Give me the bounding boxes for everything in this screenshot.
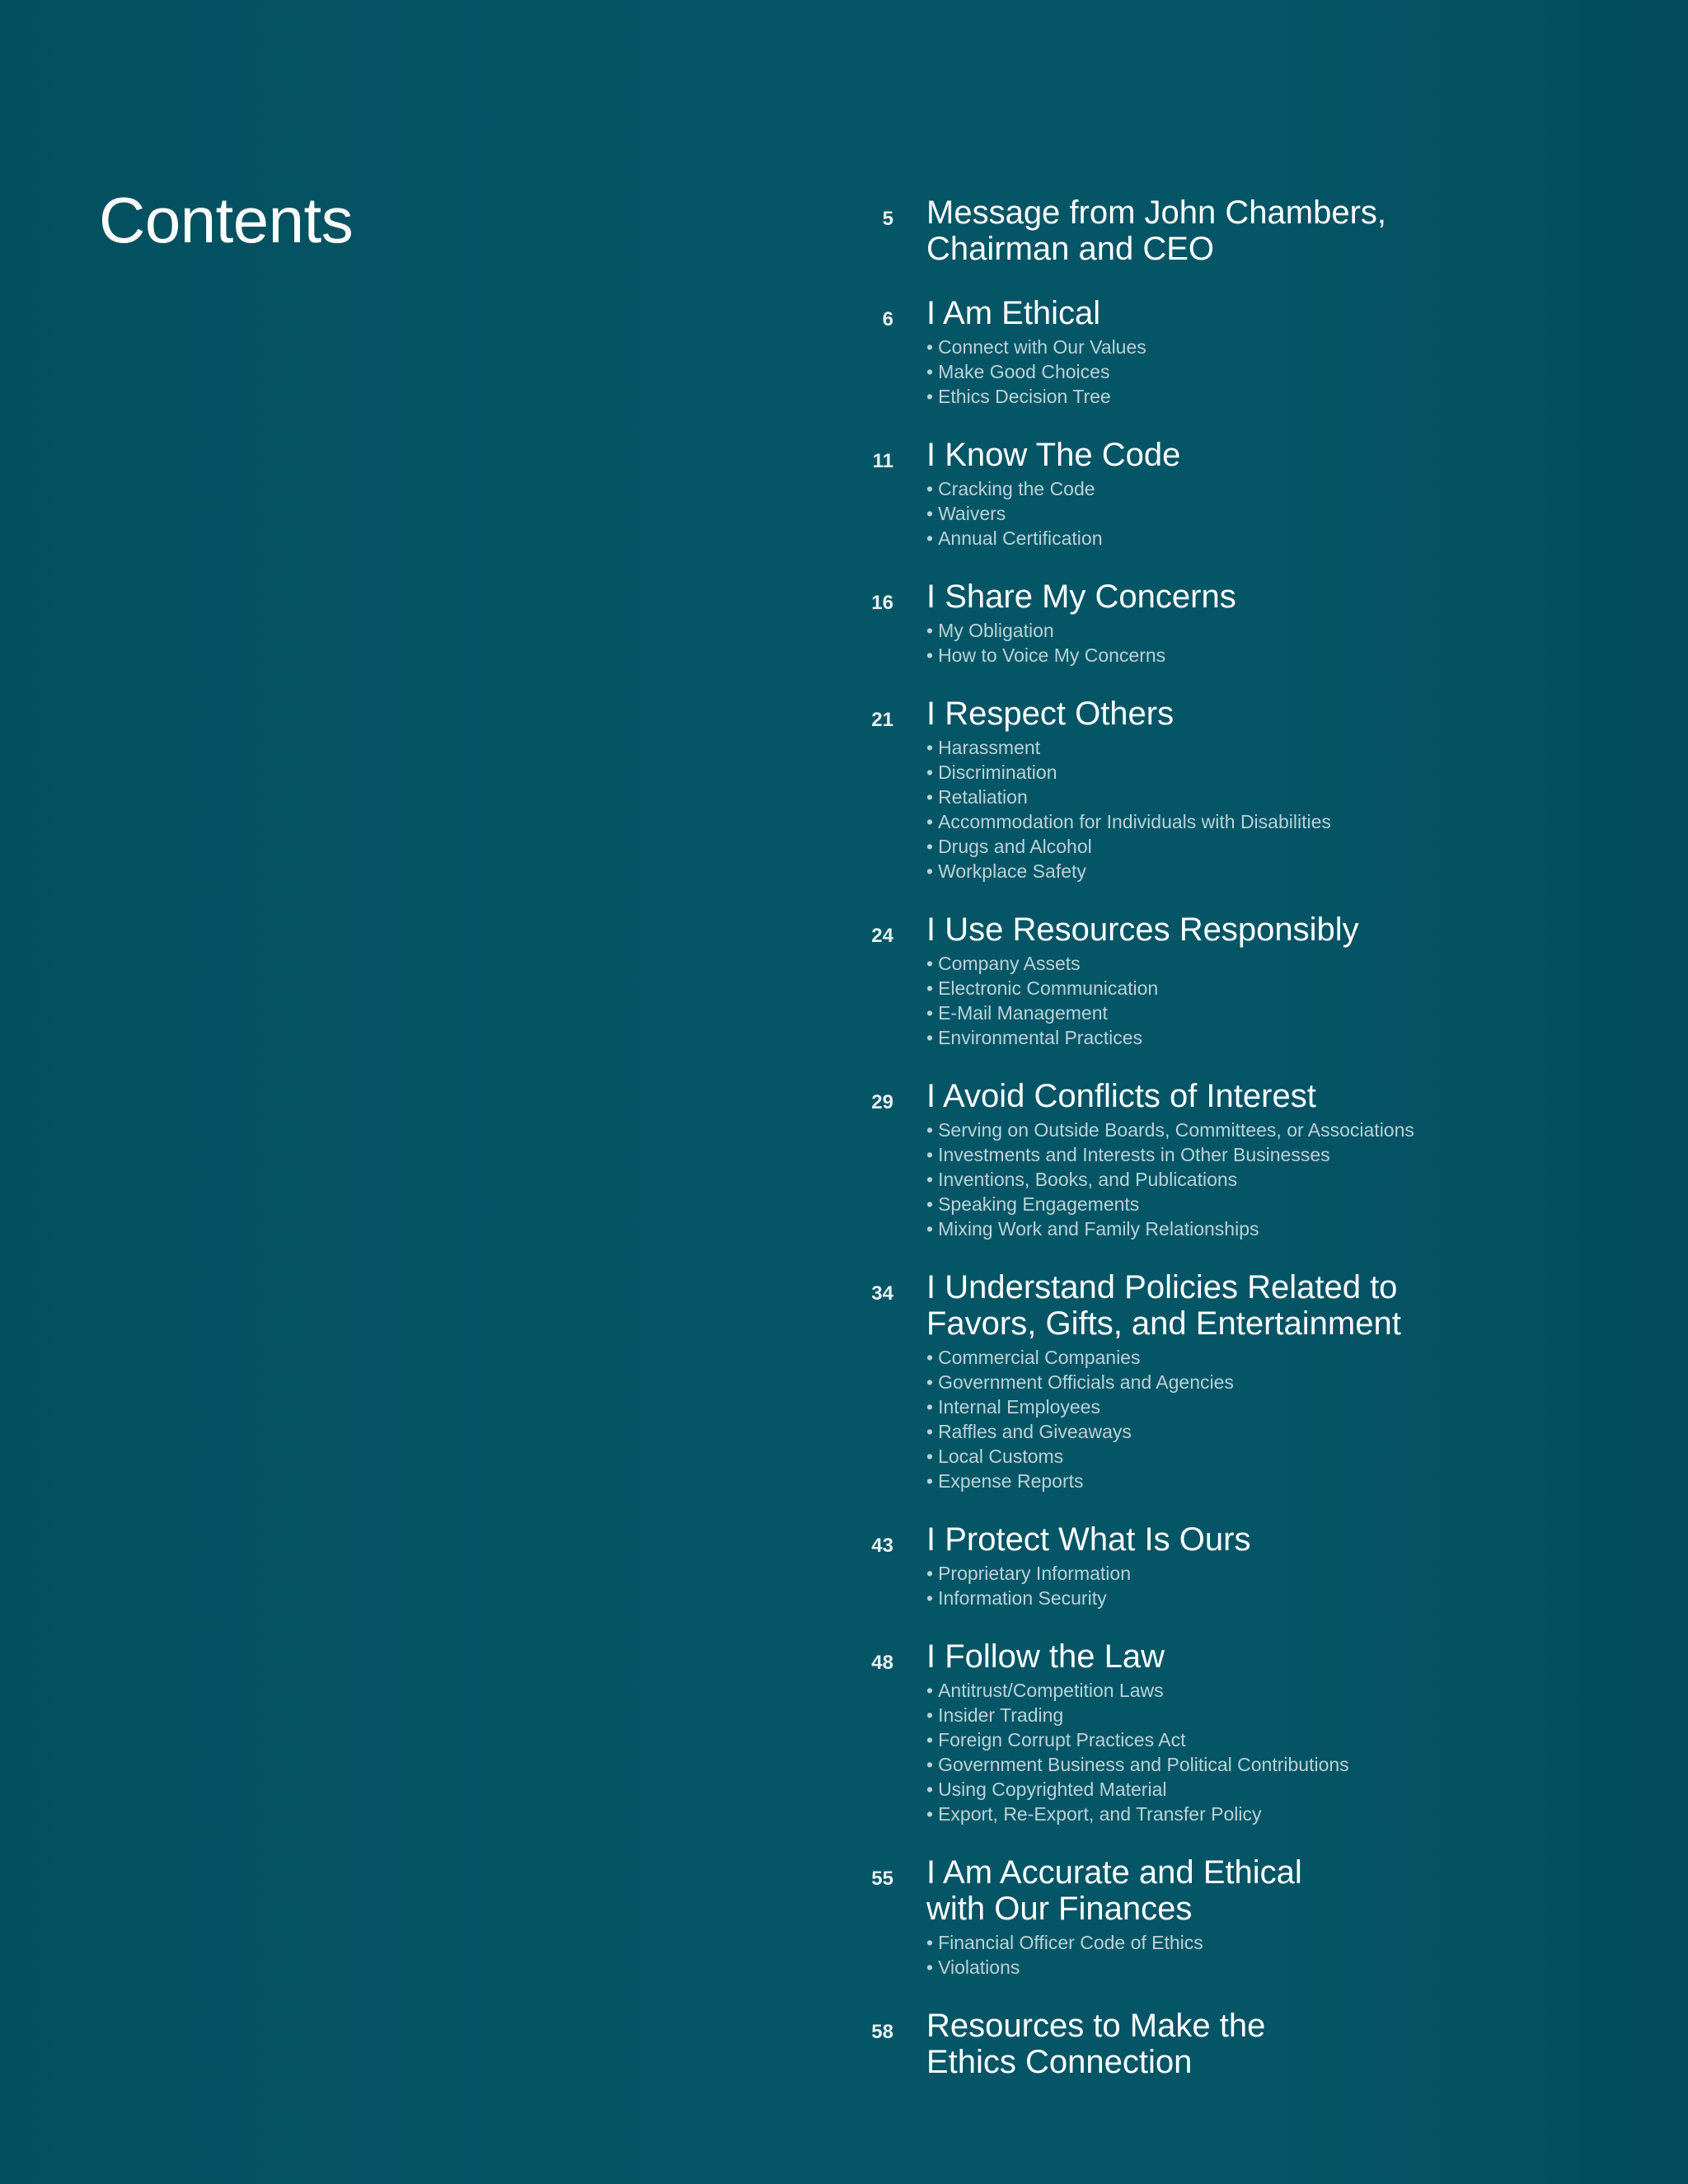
toc-subsection-item[interactable]: [926, 335, 1599, 359]
page-title: Contents: [99, 184, 354, 256]
toc-subsection-list: [926, 1118, 1599, 1241]
toc-subsection-item[interactable]: [926, 1561, 1599, 1586]
bullet-icon: •: [926, 1371, 934, 1393]
toc-subsection-label: Workplace Safety: [938, 860, 1086, 882]
toc-subsection-list: [926, 735, 1599, 883]
toc-page-number: 21: [871, 709, 893, 731]
toc-subsection-list: [926, 951, 1599, 1050]
toc-subsection-item[interactable]: [926, 1727, 1599, 1752]
bullet-icon: •: [926, 644, 934, 666]
toc-section: [857, 1521, 1599, 1610]
bullet-icon: •: [926, 1169, 934, 1190]
bullet-icon: •: [926, 1754, 934, 1775]
bullet-icon: •: [926, 811, 934, 832]
toc-subsection-label: Information Security: [938, 1587, 1107, 1609]
toc-subsection-label: Ethics Decision Tree: [938, 386, 1111, 407]
toc-subsection-list: [926, 1345, 1599, 1493]
toc-subsection-item[interactable]: [926, 1142, 1599, 1167]
toc-section-heading[interactable]: I Am Ethical: [926, 295, 1101, 331]
toc-section: [857, 579, 1599, 668]
toc-subsection-item[interactable]: [926, 1394, 1599, 1419]
toc-section-heading[interactable]: I Follow the Law: [926, 1638, 1165, 1675]
toc-subsection-item[interactable]: [926, 785, 1599, 809]
toc-subsection-item[interactable]: [926, 834, 1599, 859]
bullet-icon: •: [926, 1779, 934, 1800]
toc-subsection-label: Commercial Companies: [938, 1347, 1141, 1368]
toc-subsection-label: Insider Trading: [938, 1704, 1064, 1726]
toc-subsection-label: Raffles and Giveaways: [938, 1421, 1132, 1442]
toc-subsection-item[interactable]: [926, 1025, 1599, 1050]
toc-section-heading[interactable]: I Am Accurate and Ethical with Our Finances: [926, 1854, 1302, 1927]
toc-section-heading[interactable]: Resources to Make the Ethics Connection: [926, 2008, 1266, 2080]
toc-subsection-item[interactable]: [926, 1167, 1599, 1192]
bullet-icon: •: [926, 1421, 934, 1442]
toc-section: [857, 1638, 1599, 1826]
toc-subsection-item[interactable]: [926, 735, 1599, 760]
toc-subsection-item[interactable]: [926, 1118, 1599, 1142]
bullet-icon: •: [926, 1347, 934, 1368]
toc-subsection-label: Violations: [938, 1957, 1020, 1978]
toc-subsection-label: Cracking the Code: [938, 478, 1095, 499]
toc-subsection-label: Connect with Our Values: [938, 336, 1146, 358]
bullet-icon: •: [926, 1193, 934, 1215]
toc-section: [857, 696, 1599, 883]
toc-subsection-item[interactable]: [926, 384, 1599, 409]
toc-section: [857, 295, 1599, 409]
toc-section: [857, 2008, 1599, 2080]
bullet-icon: •: [926, 336, 934, 358]
bullet-icon: •: [926, 1729, 934, 1750]
toc-subsection-label: Serving on Outside Boards, Committees, or Associations: [938, 1119, 1414, 1141]
toc-subsection-item[interactable]: [926, 951, 1599, 976]
toc-subsection-label: Inventions, Books, and Publications: [938, 1169, 1238, 1190]
toc-subsection-list: [926, 335, 1599, 409]
toc-subsection-label: Export, Re-Export, and Transfer Policy: [938, 1803, 1262, 1825]
toc-subsection-list: [926, 618, 1599, 668]
toc-section-heading[interactable]: I Share My Concerns: [926, 579, 1236, 615]
toc-subsection-label: Environmental Practices: [938, 1027, 1143, 1048]
toc-page-number: 58: [871, 2021, 893, 2043]
toc-subsection-item[interactable]: [926, 859, 1599, 883]
toc-subsection-label: Internal Employees: [938, 1396, 1100, 1418]
toc-section: [857, 437, 1599, 551]
toc-subsection-label: Antitrust/Competition Laws: [938, 1680, 1164, 1701]
toc-subsection-label: Using Copyrighted Material: [938, 1779, 1167, 1800]
toc-subsection-item[interactable]: [926, 1802, 1599, 1826]
toc-subsection-label: Harassment: [938, 737, 1041, 758]
toc-subsection-item[interactable]: [926, 618, 1599, 643]
toc-section-heading[interactable]: I Protect What Is Ours: [926, 1521, 1251, 1558]
toc-subsection-label: Mixing Work and Family Relationships: [938, 1218, 1259, 1240]
toc-section: [857, 1854, 1599, 1980]
bullet-icon: •: [926, 1446, 934, 1467]
toc-section: [857, 194, 1599, 267]
toc-section: [857, 912, 1599, 1050]
bullet-icon: •: [926, 527, 934, 549]
toc-section: [857, 1269, 1599, 1493]
toc-section-heading[interactable]: I Avoid Conflicts of Interest: [926, 1078, 1316, 1114]
bullet-icon: •: [926, 1119, 934, 1141]
bullet-icon: •: [926, 737, 934, 758]
toc-page-number: 16: [871, 592, 893, 614]
toc-subsection-label: Local Customs: [938, 1446, 1064, 1467]
toc-page-number: 48: [871, 1652, 893, 1674]
toc-subsection-item[interactable]: [926, 1678, 1599, 1703]
bullet-icon: •: [926, 786, 934, 808]
toc-subsection-item[interactable]: [926, 809, 1599, 834]
toc-subsection-label: Annual Certification: [938, 527, 1103, 549]
toc-section-heading[interactable]: Message from John Chambers, Chairman and CEO: [926, 194, 1387, 267]
toc-page-number: 34: [871, 1282, 893, 1305]
bullet-icon: •: [926, 361, 934, 382]
bullet-icon: •: [926, 1957, 934, 1978]
toc-subsection-label: Government Officials and Agencies: [938, 1371, 1234, 1393]
toc-subsection-item[interactable]: [926, 476, 1599, 501]
bullet-icon: •: [926, 977, 934, 999]
bullet-icon: •: [926, 1396, 934, 1418]
toc-subsection-list: [926, 1561, 1599, 1610]
toc-subsection-item[interactable]: [926, 1419, 1599, 1444]
toc-subsection-item[interactable]: [926, 976, 1599, 1001]
toc-subsection-label: Electronic Communication: [938, 977, 1159, 999]
toc-subsection-label: Foreign Corrupt Practices Act: [938, 1729, 1186, 1750]
toc-section-heading[interactable]: I Know The Code: [926, 437, 1181, 473]
toc-subsection-item[interactable]: [926, 501, 1599, 526]
bullet-icon: •: [926, 386, 934, 407]
toc-section: [857, 1078, 1599, 1241]
toc-section-heading[interactable]: I Respect Others: [926, 696, 1175, 732]
toc-page-number: 24: [871, 925, 893, 947]
bullet-icon: •: [926, 836, 934, 857]
toc-subsection-item[interactable]: [926, 1752, 1599, 1777]
toc-subsection-item[interactable]: [926, 643, 1599, 668]
toc-page-number: 43: [871, 1535, 893, 1557]
toc-section-heading[interactable]: I Use Resources Responsibly: [926, 912, 1359, 948]
toc-subsection-item[interactable]: [926, 1586, 1599, 1610]
toc-page-number: 5: [882, 208, 893, 230]
toc-subsection-item[interactable]: [926, 760, 1599, 785]
toc-subsection-item[interactable]: [926, 1930, 1599, 1955]
toc-subsection-label: How to Voice My Concerns: [938, 644, 1166, 666]
toc-subsection-label: Government Business and Political Contributions: [938, 1754, 1349, 1775]
toc-page-number: 29: [871, 1091, 893, 1113]
toc-subsection-label: E-Mail Management: [938, 1002, 1108, 1024]
toc-page-number: 6: [882, 308, 893, 330]
toc-subsection-item[interactable]: [926, 359, 1599, 384]
toc-subsection-item[interactable]: [926, 1777, 1599, 1802]
bullet-icon: •: [926, 1027, 934, 1048]
toc-subsection-label: Investments and Interests in Other Businesses: [938, 1144, 1330, 1165]
bullet-icon: •: [926, 1587, 934, 1609]
toc-page-number: 55: [871, 1868, 893, 1890]
bullet-icon: •: [926, 1803, 934, 1825]
toc-subsection-item[interactable]: [926, 1469, 1599, 1493]
bullet-icon: •: [926, 503, 934, 524]
toc-subsection-label: Retaliation: [938, 786, 1028, 808]
bullet-icon: •: [926, 1563, 934, 1584]
bullet-icon: •: [926, 953, 934, 974]
toc-subsection-label: Speaking Engagements: [938, 1193, 1140, 1215]
toc-subsection-label: Make Good Choices: [938, 361, 1110, 382]
toc-subsection-item[interactable]: [926, 1370, 1599, 1394]
toc-subsection-list: [926, 476, 1599, 551]
bullet-icon: •: [926, 1002, 934, 1024]
toc-subsection-item[interactable]: [926, 1444, 1599, 1469]
toc-subsection-item[interactable]: [926, 1703, 1599, 1727]
toc-page-number: 11: [872, 450, 893, 472]
toc-subsection-item[interactable]: [926, 1216, 1599, 1241]
toc-subsection-item[interactable]: [926, 1345, 1599, 1370]
toc-subsection-list: [926, 1930, 1599, 1980]
bullet-icon: •: [926, 1932, 934, 1953]
toc-subsection-item[interactable]: [926, 1001, 1599, 1025]
toc-subsection-item[interactable]: [926, 1955, 1599, 1980]
toc-subsection-item[interactable]: [926, 1192, 1599, 1216]
toc-subsection-label: My Obligation: [938, 620, 1054, 641]
toc-subsection-label: Proprietary Information: [938, 1563, 1131, 1584]
toc-subsection-label: Financial Officer Code of Ethics: [938, 1932, 1203, 1953]
bullet-icon: •: [926, 1470, 934, 1492]
bullet-icon: •: [926, 1218, 934, 1240]
toc-subsection-label: Discrimination: [938, 762, 1057, 783]
toc-subsection-item[interactable]: [926, 526, 1599, 551]
table-of-contents: [857, 194, 1599, 2108]
bullet-icon: •: [926, 478, 934, 499]
toc-subsection-label: Accommodation for Individuals with Disabilities: [938, 811, 1331, 832]
bullet-icon: •: [926, 1680, 934, 1701]
bullet-icon: •: [926, 1704, 934, 1726]
toc-subsection-label: Company Assets: [938, 953, 1081, 974]
toc-section-heading[interactable]: I Understand Policies Related to Favors, Gifts, and Entertainment: [926, 1269, 1401, 1342]
toc-subsection-label: Waivers: [938, 503, 1006, 524]
toc-subsection-list: [926, 1678, 1599, 1826]
bullet-icon: •: [926, 860, 934, 882]
bullet-icon: •: [926, 762, 934, 783]
toc-subsection-label: Drugs and Alcohol: [938, 836, 1092, 857]
bullet-icon: •: [926, 1144, 934, 1165]
toc-subsection-label: Expense Reports: [938, 1470, 1084, 1492]
bullet-icon: •: [926, 620, 934, 641]
